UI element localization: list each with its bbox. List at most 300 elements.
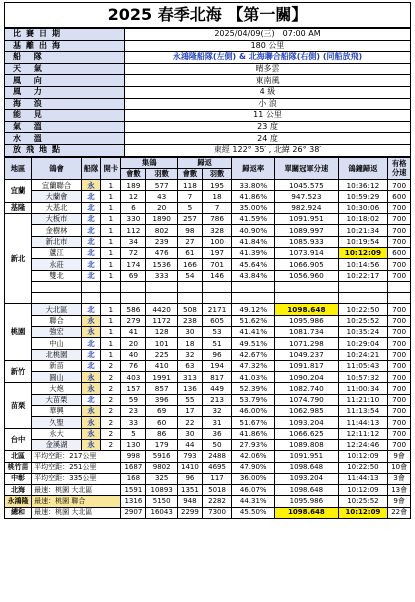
- time-cell: 10:29:04: [338, 338, 388, 349]
- ship-cell: 永: [81, 417, 100, 428]
- time-cell: 10:30:06: [338, 202, 388, 213]
- return-birds-cell: 4695: [202, 462, 231, 473]
- club-cell: 久聖: [32, 417, 82, 428]
- info-value: 永鴻隆船隊(左側) & 北海聯合船隊(右側) (同船放飛): [125, 52, 411, 64]
- ship-cell: 北: [81, 360, 100, 371]
- collect-birds-cell: [146, 293, 178, 304]
- collect-birds-cell: 802: [146, 225, 178, 236]
- return-members-cell: 136: [177, 383, 202, 394]
- rate-cell: 42.67%: [232, 349, 275, 360]
- time-cell: 10:25:52: [338, 496, 388, 507]
- time-cell: 10:21:34: [338, 225, 388, 236]
- ship-cell: 永: [81, 383, 100, 394]
- region-cell: 宜蘭: [5, 180, 32, 203]
- return-birds-cell: 50: [202, 439, 231, 450]
- return-birds-cell: 2282: [202, 496, 231, 507]
- time-cell: 10:12:09: [338, 485, 388, 496]
- table-row: [5, 214, 411, 225]
- ship-cell: 北: [81, 349, 100, 360]
- valid-cell: 22會: [388, 507, 411, 518]
- header-collect: 集鴿: [121, 157, 178, 168]
- header-region: 地區: [5, 157, 32, 180]
- collect-members-cell: 2907: [121, 507, 146, 518]
- gate-cell: 1: [101, 349, 121, 360]
- speed-cell: 1089.997: [275, 225, 338, 236]
- gate-cell: 1: [101, 225, 121, 236]
- return-members-cell: 2299: [177, 507, 202, 518]
- gate-cell: [101, 293, 121, 304]
- collect-members-cell: 23: [121, 406, 146, 417]
- collect-birds-cell: 333: [146, 270, 178, 281]
- rate-cell: 40.90%: [232, 225, 275, 236]
- time-cell: 11:44:13: [338, 417, 388, 428]
- valid-cell: 700: [388, 270, 411, 281]
- info-value: 24 度: [125, 133, 411, 145]
- club-cell: 雙北: [32, 270, 82, 281]
- summary-row: [5, 485, 411, 496]
- return-birds-cell: 701: [202, 259, 231, 270]
- collect-birds-cell: 86: [146, 428, 178, 439]
- collect-birds-cell: 43: [146, 191, 178, 202]
- time-cell: 10:36:12: [338, 180, 388, 191]
- gate-cell: 2: [101, 428, 121, 439]
- collect-members-cell: 59: [121, 394, 146, 405]
- rate-cell: 36.00%: [232, 473, 275, 484]
- return-birds-cell: 117: [202, 473, 231, 484]
- summary-region: 總和: [5, 507, 32, 518]
- collect-birds-cell: 410: [146, 360, 178, 371]
- time-cell: 10:19:54: [338, 236, 388, 247]
- return-birds-cell: 53: [202, 326, 231, 337]
- speed-cell: 982.924: [275, 202, 338, 213]
- time-cell: [338, 281, 388, 292]
- info-label: 比賽日期: [5, 29, 125, 41]
- rate-cell: 41.03%: [232, 372, 275, 383]
- region-cell: 苗栗: [5, 383, 32, 428]
- info-value: 東經 122° 35′ , 北緯 26° 38′: [125, 144, 411, 156]
- club-cell: 圓山: [32, 372, 82, 383]
- info-label: 船 隊: [5, 52, 125, 64]
- collect-birds-cell: 5150: [146, 496, 178, 507]
- return-members-cell: 7: [177, 191, 202, 202]
- collect-members-cell: 1316: [121, 496, 146, 507]
- gate-cell: 2: [101, 372, 121, 383]
- info-row: [5, 29, 411, 41]
- club-cell: 新苗: [32, 360, 82, 371]
- valid-cell: 700: [388, 428, 411, 439]
- collect-members-cell: 20: [121, 338, 146, 349]
- info-label: 風 力: [5, 86, 125, 98]
- ship-cell: [81, 293, 100, 304]
- info-row: [5, 98, 411, 110]
- gate-cell: 1: [101, 247, 121, 258]
- return-members-cell: [177, 293, 202, 304]
- ship-cell: 北: [81, 338, 100, 349]
- rate-cell: 43.84%: [232, 270, 275, 281]
- speed-cell: 1045.575: [275, 180, 338, 191]
- summary-row: [5, 462, 411, 473]
- club-cell: 金溪湖: [32, 439, 82, 450]
- club-cell: 大炮: [32, 383, 82, 394]
- valid-cell: 700: [388, 406, 411, 417]
- summary-region: 北區: [5, 451, 32, 462]
- ship-cell: 永: [81, 428, 100, 439]
- collect-members-cell: 40: [121, 349, 146, 360]
- return-members-cell: 30: [177, 428, 202, 439]
- return-birds-cell: 194: [202, 360, 231, 371]
- return-birds-cell: 32: [202, 406, 231, 417]
- collect-birds-cell: 225: [146, 349, 178, 360]
- time-cell: 10:35:24: [338, 326, 388, 337]
- summary-row: [5, 473, 411, 484]
- ship-cell: 北: [81, 214, 100, 225]
- gate-cell: 1: [101, 202, 121, 213]
- club-cell: 永大: [32, 428, 82, 439]
- club-cell: 聯合: [32, 315, 82, 326]
- return-birds-cell: 146: [202, 270, 231, 281]
- rate-cell: 51.67%: [232, 417, 275, 428]
- info-value: 23 度: [125, 121, 411, 133]
- rate-cell: 49.12%: [232, 304, 275, 315]
- return-birds-cell: 817: [202, 372, 231, 383]
- table-row: [5, 372, 411, 383]
- region-cell: 新北: [5, 214, 32, 304]
- info-row: [5, 121, 411, 133]
- return-members-cell: 61: [177, 247, 202, 258]
- rate-cell: 35.00%: [232, 202, 275, 213]
- region-cell: 新竹: [5, 360, 32, 383]
- gate-cell: 2: [101, 360, 121, 371]
- summary-region: 桃竹苗: [5, 462, 32, 473]
- collect-birds-cell: 9802: [146, 462, 178, 473]
- rate-cell: 41.41%: [232, 326, 275, 337]
- return-members-cell: 948: [177, 496, 202, 507]
- collect-members-cell: 72: [121, 247, 146, 258]
- table-row: [5, 259, 411, 270]
- table-row: [5, 349, 411, 360]
- summary-label: 最速：桃園 大北區: [32, 507, 121, 518]
- speed-cell: 1098.648: [275, 462, 338, 473]
- info-row: [5, 52, 411, 64]
- collect-birds-cell: 1890: [146, 214, 178, 225]
- time-cell: 11:13:54: [338, 406, 388, 417]
- time-cell: 10:57:32: [338, 372, 388, 383]
- return-members-cell: 30: [177, 326, 202, 337]
- time-cell: 12:11:12: [338, 428, 388, 439]
- rate-cell: 41.86%: [232, 191, 275, 202]
- return-members-cell: 27: [177, 236, 202, 247]
- table-row: [5, 383, 411, 394]
- header-ship: 船隊: [81, 157, 100, 180]
- rate-cell: 45.50%: [232, 507, 275, 518]
- header-club: 鴿會: [32, 157, 82, 180]
- return-birds-cell: 328: [202, 225, 231, 236]
- rate-cell: 44.31%: [232, 496, 275, 507]
- summary-label: 最速：桃園 聯合: [32, 496, 121, 507]
- results-sheet: [4, 2, 411, 519]
- table-row: [5, 326, 411, 337]
- speed-cell: [275, 293, 338, 304]
- return-birds-cell: 51: [202, 338, 231, 349]
- time-cell: 10:12:09: [338, 247, 388, 258]
- return-birds-cell: 5018: [202, 485, 231, 496]
- speed-cell: 1091.951: [275, 451, 338, 462]
- valid-cell: 700: [388, 338, 411, 349]
- collect-members-cell: 403: [121, 372, 146, 383]
- info-row: [5, 110, 411, 122]
- valid-cell: 700: [388, 315, 411, 326]
- info-label: 基離出海: [5, 40, 125, 52]
- return-birds-cell: 7300: [202, 507, 231, 518]
- info-value: 晴多雲: [125, 63, 411, 75]
- gate-cell: 1: [101, 236, 121, 247]
- info-value: 4 級: [125, 86, 411, 98]
- ship-cell: 北: [81, 304, 100, 315]
- header-return-birds: 羽數: [202, 168, 231, 179]
- speed-cell: 1089.808: [275, 439, 338, 450]
- return-members-cell: 5: [177, 202, 202, 213]
- ship-cell: 北: [81, 259, 100, 270]
- table-row: [5, 304, 411, 315]
- time-cell: 11:00:34: [338, 383, 388, 394]
- rate-cell: 41.86%: [232, 428, 275, 439]
- return-members-cell: 17: [177, 406, 202, 417]
- speed-cell: 947.523: [275, 191, 338, 202]
- summary-label: 平均空距：335公里: [32, 473, 121, 484]
- ship-cell: 永: [81, 315, 100, 326]
- speed-cell: 1098.648: [275, 507, 338, 518]
- table-row: [5, 180, 411, 191]
- table-row: [5, 202, 411, 213]
- speed-cell: 1074.790: [275, 394, 338, 405]
- return-birds-cell: 786: [202, 214, 231, 225]
- info-label: 放飛地點: [5, 144, 125, 156]
- valid-cell: 700: [388, 417, 411, 428]
- table-row: [5, 236, 411, 247]
- collect-birds-cell: 20: [146, 202, 178, 213]
- speed-cell: 1071.298: [275, 338, 338, 349]
- return-birds-cell: 18: [202, 191, 231, 202]
- collect-members-cell: 189: [121, 180, 146, 191]
- collect-members-cell: 330: [121, 214, 146, 225]
- table-row: [5, 417, 411, 428]
- rate-cell: 47.90%: [232, 462, 275, 473]
- header-collect-members: 會數: [121, 168, 146, 179]
- summary-row: [5, 451, 411, 462]
- collect-members-cell: 33: [121, 417, 146, 428]
- return-birds-cell: 195: [202, 180, 231, 191]
- collect-members-cell: [121, 293, 146, 304]
- club-cell: 華興: [32, 406, 82, 417]
- gate-cell: 2: [101, 417, 121, 428]
- return-members-cell: 1351: [177, 485, 202, 496]
- club-cell: 大基北: [32, 202, 82, 213]
- valid-cell: 700: [388, 439, 411, 450]
- collect-members-cell: 5: [121, 428, 146, 439]
- gate-cell: 2: [101, 394, 121, 405]
- return-members-cell: 54: [177, 270, 202, 281]
- return-members-cell: 96: [177, 473, 202, 484]
- table-row: [5, 360, 411, 371]
- summary-region: 北海: [5, 485, 32, 496]
- info-row: [5, 86, 411, 98]
- info-row: [5, 75, 411, 87]
- gate-cell: 1: [101, 315, 121, 326]
- gate-cell: 1: [101, 191, 121, 202]
- summary-label: 最速：桃園 大北區: [32, 485, 121, 496]
- return-birds-cell: 31: [202, 417, 231, 428]
- time-cell: 10:12:09: [338, 507, 388, 518]
- collect-members-cell: 998: [121, 451, 146, 462]
- speed-cell: 1066.905: [275, 259, 338, 270]
- return-members-cell: 22: [177, 417, 202, 428]
- speed-cell: 1081.734: [275, 326, 338, 337]
- speed-cell: 1093.204: [275, 473, 338, 484]
- collect-members-cell: 1687: [121, 462, 146, 473]
- collect-birds-cell: 577: [146, 180, 178, 191]
- gate-cell: 1: [101, 180, 121, 191]
- return-birds-cell: 449: [202, 383, 231, 394]
- valid-cell: [388, 293, 411, 304]
- header-gate: 開卡: [101, 157, 121, 180]
- header-return: 歸返: [177, 157, 231, 168]
- ship-cell: 永: [81, 326, 100, 337]
- rate-cell: 53.79%: [232, 394, 275, 405]
- info-value: 東南風: [125, 75, 411, 87]
- gate-cell: 2: [101, 406, 121, 417]
- collect-birds-cell: 239: [146, 236, 178, 247]
- time-cell: 10:12:09: [338, 451, 388, 462]
- collect-members-cell: 69: [121, 270, 146, 281]
- info-row: [5, 144, 411, 156]
- rate-cell: 41.39%: [232, 247, 275, 258]
- collect-members-cell: 168: [121, 473, 146, 484]
- collect-birds-cell: 128: [146, 326, 178, 337]
- header-time: 鴿鐘歸返: [338, 157, 388, 180]
- collect-members-cell: 174: [121, 259, 146, 270]
- valid-cell: 700: [388, 383, 411, 394]
- return-birds-cell: 213: [202, 394, 231, 405]
- gate-cell: 1: [101, 259, 121, 270]
- header-collect-birds: 羽數: [146, 168, 178, 179]
- speed-cell: 1062.985: [275, 406, 338, 417]
- return-birds-cell: [202, 293, 231, 304]
- gate-cell: 1: [101, 214, 121, 225]
- ship-cell: 北: [81, 247, 100, 258]
- time-cell: [338, 293, 388, 304]
- info-value: 2025/04/09(三) 07:00 AM: [125, 29, 411, 41]
- collect-birds-cell: 10893: [146, 485, 178, 496]
- club-cell: 北桃園: [32, 349, 82, 360]
- return-birds-cell: 2488: [202, 451, 231, 462]
- speed-cell: 1056.960: [275, 270, 338, 281]
- time-cell: 10:22:50: [338, 304, 388, 315]
- rate-cell: 41.84%: [232, 236, 275, 247]
- collect-members-cell: 76: [121, 360, 146, 371]
- rate-cell: 27.93%: [232, 439, 275, 450]
- ship-cell: 北: [81, 225, 100, 236]
- speed-cell: 1095.986: [275, 315, 338, 326]
- valid-cell: 700: [388, 259, 411, 270]
- table-row: [5, 428, 411, 439]
- speed-cell: 1066.625: [275, 428, 338, 439]
- time-cell: 11:05:43: [338, 360, 388, 371]
- return-members-cell: 32: [177, 349, 202, 360]
- time-cell: 10:22:50: [338, 462, 388, 473]
- return-birds-cell: 2171: [202, 304, 231, 315]
- club-cell: 大蘭會: [32, 191, 82, 202]
- time-cell: 12:24:46: [338, 439, 388, 450]
- speed-cell: 1098.648: [275, 304, 338, 315]
- speed-cell: 1098.648: [275, 485, 338, 496]
- ship-cell: 北: [81, 270, 100, 281]
- summary-label: 平均空距：217公里: [32, 451, 121, 462]
- table-row: [5, 338, 411, 349]
- return-members-cell: 238: [177, 315, 202, 326]
- return-members-cell: 793: [177, 451, 202, 462]
- info-label: 能 見: [5, 110, 125, 122]
- valid-cell: 700: [388, 236, 411, 247]
- info-label: 水 溫: [5, 133, 125, 145]
- return-members-cell: 166: [177, 259, 202, 270]
- ship-cell: 永: [81, 372, 100, 383]
- valid-cell: 700: [388, 360, 411, 371]
- info-value: 180 公里: [125, 40, 411, 52]
- header-valid: 有格分速: [388, 157, 411, 180]
- info-value: 11 公里: [125, 110, 411, 122]
- time-cell: 10:59:29: [338, 191, 388, 202]
- return-birds-cell: 100: [202, 236, 231, 247]
- collect-birds-cell: 16043: [146, 507, 178, 518]
- return-birds-cell: 197: [202, 247, 231, 258]
- speed-cell: 1090.204: [275, 372, 338, 383]
- time-cell: 10:18:02: [338, 214, 388, 225]
- header-rate: 歸返率: [232, 157, 275, 180]
- club-cell: 大板市: [32, 214, 82, 225]
- table-row: [5, 394, 411, 405]
- club-cell: 強宏: [32, 326, 82, 337]
- gate-cell: 1: [101, 326, 121, 337]
- return-members-cell: 118: [177, 180, 202, 191]
- return-members-cell: [177, 281, 202, 292]
- time-cell: 10:24:21: [338, 349, 388, 360]
- club-cell: 永莊: [32, 259, 82, 270]
- rate-cell: 41.59%: [232, 214, 275, 225]
- rate-cell: 33.80%: [232, 180, 275, 191]
- header-row-1: [5, 157, 411, 168]
- club-cell: [32, 293, 82, 304]
- ship-cell: 永: [81, 180, 100, 191]
- summary-row: [5, 507, 411, 518]
- return-birds-cell: 605: [202, 315, 231, 326]
- collect-birds-cell: 1991: [146, 372, 178, 383]
- valid-cell: 700: [388, 202, 411, 213]
- speed-cell: 1091.817: [275, 360, 338, 371]
- table-row: [5, 293, 411, 304]
- valid-cell: 700: [388, 326, 411, 337]
- collect-members-cell: 586: [121, 304, 146, 315]
- info-row: [5, 40, 411, 52]
- return-members-cell: 98: [177, 225, 202, 236]
- valid-cell: 600: [388, 247, 411, 258]
- club-cell: 金樹林: [32, 225, 82, 236]
- gate-cell: [101, 281, 121, 292]
- collect-members-cell: [121, 281, 146, 292]
- speed-cell: [275, 281, 338, 292]
- header-return-members: 會數: [177, 168, 202, 179]
- info-value: 小 浪: [125, 98, 411, 110]
- summary-label: 平均空距：251公里: [32, 462, 121, 473]
